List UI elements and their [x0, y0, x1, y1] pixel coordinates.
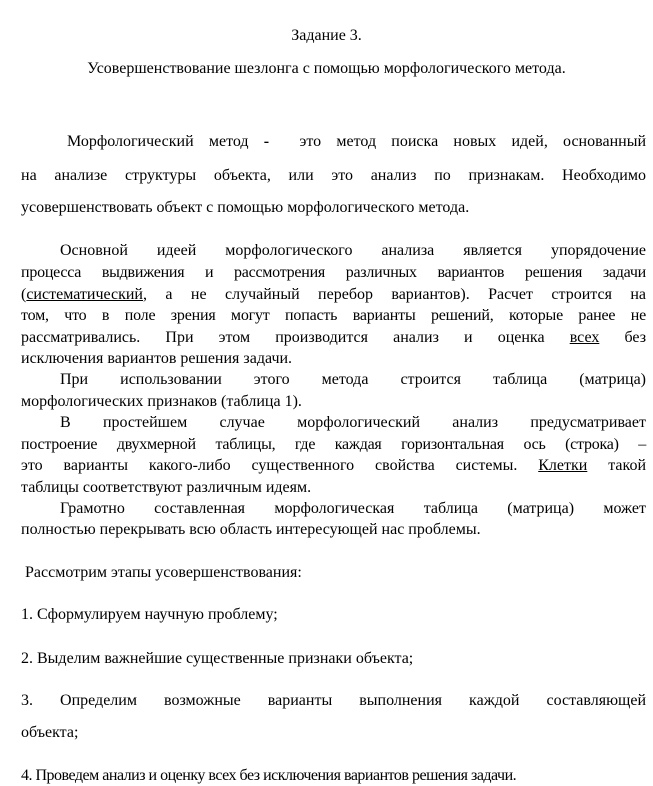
- stage-3-line-1: 3. Определим возможные варианты выполнения каждой составляющей: [21, 692, 646, 709]
- paragraph-3-line-2: построение двухмерной таблицы, где каждая горизонтальная ось (строка) –: [21, 436, 646, 453]
- paragraph-3-line-3: [21, 456, 646, 476]
- definition-dash: -: [263, 133, 270, 150]
- definition-text: это метод поиска новых идей, основанный: [299, 133, 646, 150]
- paragraph-2-line-2: морфологических признаков (таблица 1).: [21, 393, 302, 410]
- definition-line-2: на анализе структуры объекта, или это анализ по признакам. Необходимо: [21, 167, 646, 184]
- stage-2: 2. Выделим важнейшие существенные признаки объекта;: [21, 650, 414, 667]
- stage-4: 4. Проведем анализ и оценку всех без исключения вариантов решения задачи.: [21, 767, 517, 784]
- paragraph-4-line-1: Грамотно составленная морфологическая таблица (матрица) может: [60, 500, 646, 517]
- paragraph-3-line-3-pre: это варианты какого-либо существенного свойства системы.: [21, 457, 518, 474]
- definition-line-1: [21, 132, 646, 152]
- paragraph-4-line-2: полностью перекрывать всю область интересующей нас проблемы.: [21, 521, 481, 538]
- definition-line-3: усовершенствовать объект с помощью морфологического метода.: [21, 199, 470, 216]
- paragraph-2-line-1: При использовании этого метода строится таблица (матрица): [60, 371, 646, 388]
- underlined-systematic: систематический: [26, 286, 143, 303]
- underlined-cells: Клетки: [538, 457, 588, 474]
- paragraph-1-line-5: [21, 328, 646, 348]
- paragraph-1-line-2: процесса выдвижения и рассмотрения различных вариантов решения задачи: [21, 264, 646, 281]
- underlined-all: всех: [569, 329, 600, 346]
- stage-1: 1. Сформулируем научную проблему;: [21, 606, 278, 623]
- definition-term: Морфологический метод: [67, 133, 249, 150]
- paragraph-1-line-4: том, что в поле зрения могут попасть варианты решений, которые ранее не: [21, 307, 646, 324]
- stages-intro: Рассмотрим этапы усовершенствования:: [25, 564, 302, 581]
- paragraph-1-line-6: исключения вариантов решения задачи.: [21, 350, 293, 367]
- paragraph-1-line-1: Основной идеей морфологического анализа является упорядочение: [60, 242, 646, 259]
- paragraph-1-line-5-pre: рассматривались. При этом производится анализ и оценка: [21, 329, 545, 346]
- paragraph-1-line-3: [21, 285, 646, 305]
- paragraph-3-line-1: В простейшем случае морфологический анализ предусматривает: [60, 414, 646, 431]
- paren: (: [21, 286, 27, 303]
- paragraph-1-line-3-rest: , а не случайный перебор вариантов). Расчет строится на: [143, 286, 646, 303]
- stage-3-line-2: объекта;: [21, 724, 79, 741]
- paragraph-1-line-5-post: без: [624, 329, 647, 346]
- paragraph-3-line-4: таблицы соответствуют различным идеям.: [21, 479, 312, 496]
- document-title: Усовершенствование шезлонга с помощью морфологического метода.: [87, 60, 566, 77]
- task-number: Задание 3.: [291, 27, 362, 44]
- paragraph-3-line-3-post: такой: [608, 457, 647, 474]
